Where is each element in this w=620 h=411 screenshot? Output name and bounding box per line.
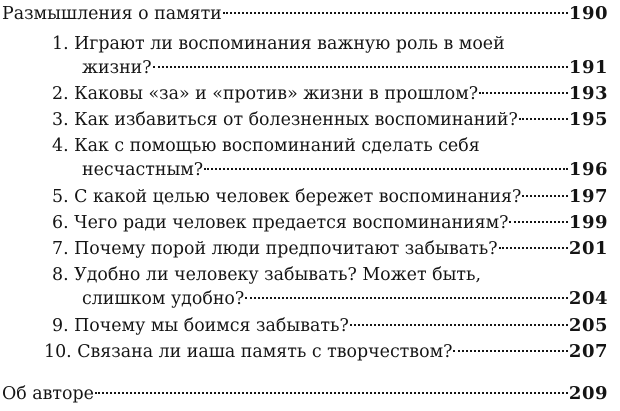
toc-item-1-line1 xyxy=(52,31,505,57)
toc-item-page: 193 xyxy=(568,83,608,104)
dot-leader xyxy=(499,247,568,249)
toc-item-number: 7. xyxy=(52,239,69,259)
dot-leader xyxy=(519,118,568,120)
toc-author-entry xyxy=(2,381,608,407)
toc-chapter-entry xyxy=(2,1,608,27)
toc-item-page: 201 xyxy=(568,238,608,259)
toc-item-page: 207 xyxy=(568,341,608,362)
toc-item-title: Чего ради человек предается воспоминаниям? xyxy=(74,213,509,233)
toc-item-number: 5. xyxy=(52,187,69,207)
toc-item-title: Почему мы боимся забывать? xyxy=(74,316,349,336)
dot-leader xyxy=(522,195,568,197)
toc-item-number: 4. xyxy=(52,136,69,156)
toc-item-4-line1 xyxy=(52,133,480,159)
dot-leader xyxy=(95,392,568,394)
toc-item-title-cont: слишком удобно? xyxy=(82,289,245,309)
toc-item-number: 2. xyxy=(52,84,69,104)
toc-item-number: 3. xyxy=(52,110,69,130)
toc-author-title: Об авторе xyxy=(2,384,94,404)
toc-item-title: Связана ли иаша память с творчеством? xyxy=(77,342,453,362)
toc-item-page: 196 xyxy=(568,159,608,180)
toc-item-page: 191 xyxy=(568,57,608,78)
toc-item-6 xyxy=(52,210,608,236)
dot-leader xyxy=(453,350,568,352)
toc-item-7 xyxy=(52,236,608,262)
toc-item-page: 205 xyxy=(568,315,608,336)
toc-item-number: 6. xyxy=(52,213,69,233)
toc-item-number: 9. xyxy=(52,316,69,336)
toc-item-8-line2 xyxy=(82,286,608,312)
toc-item-title-cont: жизни? xyxy=(82,58,152,78)
dot-leader xyxy=(204,168,568,170)
dot-leader xyxy=(479,92,568,94)
toc-item-page: 199 xyxy=(568,212,608,233)
toc-item-title: Как с помощью воспоминаний сделать себя xyxy=(74,136,480,156)
dot-leader xyxy=(223,12,568,14)
toc-item-2 xyxy=(52,81,608,107)
toc-item-10 xyxy=(44,339,608,365)
toc-item-5 xyxy=(52,184,608,210)
toc-item-page: 204 xyxy=(568,288,608,309)
toc-item-number: 10. xyxy=(44,342,72,362)
toc-author-page: 209 xyxy=(568,383,608,404)
toc-item-title: Как избавиться от болезненных воспоминаний? xyxy=(74,110,518,130)
toc-item-number: 8. xyxy=(52,265,69,285)
toc-item-4-line2 xyxy=(82,157,608,183)
toc-item-number: 1. xyxy=(52,34,69,54)
toc-chapter-page: 190 xyxy=(568,3,608,24)
dot-leader xyxy=(350,324,568,326)
dot-leader xyxy=(509,221,567,223)
toc-item-title: Почему порой люди предпочитают забывать? xyxy=(74,239,498,259)
toc-item-title: С какой целью человек бережет воспоминания? xyxy=(74,187,522,207)
toc-item-title-cont: несчастным? xyxy=(82,160,204,180)
toc-item-title: Удобно ли человеку забывать? Может быть, xyxy=(74,265,482,285)
dot-leader xyxy=(245,297,568,299)
toc-chapter-title: Размышления о памяти xyxy=(2,4,222,24)
toc-item-3 xyxy=(52,107,608,133)
toc-item-title: Каковы «за» и «против» жизни в прошлом? xyxy=(74,84,479,104)
toc-item-title: Играют ли воспоминания важную роль в моей xyxy=(74,34,505,54)
toc-item-8-line1 xyxy=(52,262,481,288)
toc-item-1-line2 xyxy=(82,55,608,81)
toc-item-page: 197 xyxy=(568,186,608,207)
toc-item-page: 195 xyxy=(568,109,608,130)
dot-leader xyxy=(153,66,568,68)
toc-item-9 xyxy=(52,313,608,339)
